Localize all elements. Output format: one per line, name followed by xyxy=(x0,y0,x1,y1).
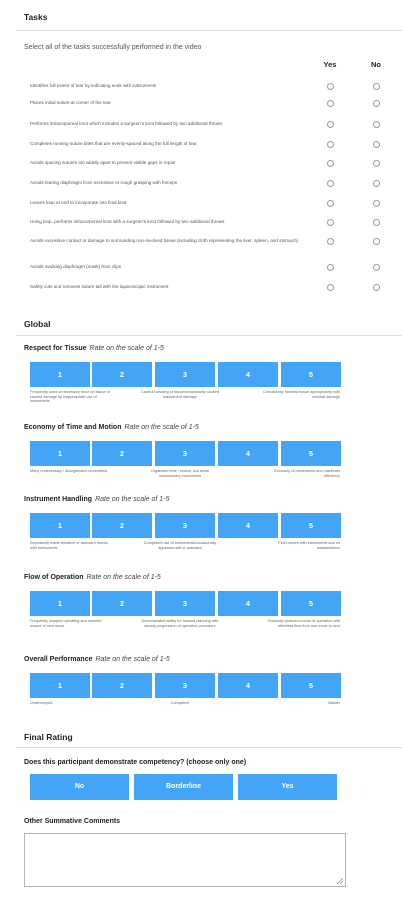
economy-of-time-and-motion-anchor-text: Economy of movements and maximum efficiency xyxy=(274,469,340,478)
respect-for-tissue-rating-5-button[interactable]: 5 xyxy=(281,362,341,387)
task-row xyxy=(0,200,402,214)
global-title: Global xyxy=(24,319,51,329)
flow-of-operation-rating-5-button[interactable]: 5 xyxy=(281,591,341,616)
respect-for-tissue-rating-4-button[interactable]: 4 xyxy=(218,362,278,387)
task-yes-radio[interactable] xyxy=(327,238,334,245)
comments-label: Other Summative Comments xyxy=(24,818,121,825)
economy-of-time-and-motion-rating-1-button[interactable]: 1 xyxy=(30,441,90,466)
task-yes-radio[interactable] xyxy=(327,83,334,90)
task-label: Avoids avulsing diaphragm (mask) from clips xyxy=(30,264,122,269)
instrument-handling-rating-3-button[interactable]: 3 xyxy=(155,513,215,538)
task-no-radio[interactable] xyxy=(373,141,380,148)
overall-performance-label: Overall Performance xyxy=(24,656,93,663)
flow-of-operation-label: Flow of Operation xyxy=(24,574,84,581)
resize-grip-icon[interactable] xyxy=(337,878,343,884)
task-row xyxy=(0,180,402,194)
task-no-radio[interactable] xyxy=(373,264,380,271)
task-no-radio[interactable] xyxy=(373,238,380,245)
scale-hint: Rate on the scale of 1-5 xyxy=(95,496,170,503)
competency-no-button[interactable]: No xyxy=(30,774,129,800)
task-label: Performs intracorporeal knot which includes a surgeon's knot followed by two additional throws xyxy=(30,121,223,126)
task-yes-radio[interactable] xyxy=(327,100,334,107)
task-row xyxy=(0,100,402,114)
task-no-radio[interactable] xyxy=(373,160,380,167)
task-row xyxy=(0,83,402,97)
economy-of-time-and-motion-title xyxy=(24,424,199,431)
task-no-radio[interactable] xyxy=(373,284,380,291)
task-no-radio[interactable] xyxy=(373,219,380,226)
task-label: Avoids tearing diaphragm from excessive or rough grasping with forceps xyxy=(30,180,177,185)
task-label: Identifies full extent of tear by indicating ends with instruments xyxy=(30,83,157,88)
overall-performance-rating-1-button[interactable]: 1 xyxy=(30,673,90,698)
economy-of-time-and-motion-label: Economy of Time and Motion xyxy=(24,424,122,431)
instrument-handling-title xyxy=(24,496,169,503)
respect-for-tissue-rating-1-button[interactable]: 1 xyxy=(30,362,90,387)
task-row xyxy=(0,141,402,155)
task-label: Leaves loop at end to incorporate into final knot xyxy=(30,200,127,205)
overall-performance-anchor-text: Master xyxy=(328,701,340,705)
task-label: Completes running suture bites that are evenly-spaced along the full length of tear. xyxy=(30,141,198,146)
task-row xyxy=(0,121,402,135)
overall-performance-anchor-text: Competent xyxy=(170,701,190,705)
task-yes-radio[interactable] xyxy=(327,200,334,207)
respect-for-tissue-anchor-text: Careful handling of tissue/occasionally caused inadvertent damage xyxy=(141,390,219,399)
yes-column-header: Yes xyxy=(323,60,337,69)
task-label: Avoids spacing sutures too widely apart to prevent visible gaps in repair xyxy=(30,160,176,165)
scale-hint: Rate on the scale of 1-5 xyxy=(86,574,161,581)
tasks-instruction: Select all of the tasks successfully performed in the video xyxy=(24,44,202,51)
overall-performance-rating-5-button[interactable]: 5 xyxy=(281,673,341,698)
task-no-radio[interactable] xyxy=(373,83,380,90)
task-yes-radio[interactable] xyxy=(327,121,334,128)
task-yes-radio[interactable] xyxy=(327,264,334,271)
competency-yes-button[interactable]: Yes xyxy=(238,774,337,800)
flow-of-operation-anchor-text: Demonstrated ability for forward planning with steady progression of operative procedure xyxy=(141,619,219,628)
instrument-handling-anchor-text: Repeatedly made tentative or awkward moves with instruments xyxy=(30,541,108,550)
scale-hint: Rate on the scale of 1-5 xyxy=(89,345,164,352)
flow-of-operation-title xyxy=(24,574,161,581)
instrument-handling-rating-4-button[interactable]: 4 xyxy=(218,513,278,538)
competency-borderline-button[interactable]: Borderline xyxy=(134,774,233,800)
comments-textarea[interactable] xyxy=(24,833,346,887)
overall-performance-rating-3-button[interactable]: 3 xyxy=(155,673,215,698)
respect-for-tissue-label: Respect for Tissue xyxy=(24,345,87,352)
overall-performance-rating-4-button[interactable]: 4 xyxy=(218,673,278,698)
task-no-radio[interactable] xyxy=(373,200,380,207)
respect-for-tissue-rating-2-button[interactable]: 2 xyxy=(92,362,152,387)
task-row xyxy=(0,160,402,174)
flow-of-operation-anchor-text: Obviously planned course of operation with effortless flow from one move to next xyxy=(267,619,340,628)
no-column-header: No xyxy=(371,60,381,69)
task-yes-radio[interactable] xyxy=(327,284,334,291)
task-yes-radio[interactable] xyxy=(327,141,334,148)
task-yes-radio[interactable] xyxy=(327,219,334,226)
flow-of-operation-rating-4-button[interactable]: 4 xyxy=(218,591,278,616)
task-label: Using loop, performs intracorporeal knot with a surgeon's knot followed by two additional throws xyxy=(30,219,225,224)
final-rating-title: Final Rating xyxy=(24,732,73,742)
task-row xyxy=(0,219,402,233)
instrument-handling-label: Instrument Handling xyxy=(24,496,93,503)
economy-of-time-and-motion-rating-4-button[interactable]: 4 xyxy=(218,441,278,466)
task-label: Places initial suture at corner of the tear xyxy=(30,100,111,105)
respect-for-tissue-anchor-text: Frequently used unnecessary force on tissue or caused damage by inappropriate use of instruments xyxy=(30,390,110,404)
task-row xyxy=(0,238,402,252)
economy-of-time-and-motion-rating-5-button[interactable]: 5 xyxy=(281,441,341,466)
flow-of-operation-rating-1-button[interactable]: 1 xyxy=(30,591,90,616)
respect-for-tissue-rating-3-button[interactable]: 3 xyxy=(155,362,215,387)
task-yes-radio[interactable] xyxy=(327,180,334,187)
task-no-radio[interactable] xyxy=(373,121,380,128)
tasks-divider xyxy=(16,30,402,31)
respect-for-tissue-anchor-text: Consistently handled tissue appropriately with minimal damage xyxy=(262,390,340,399)
respect-for-tissue-title xyxy=(24,345,164,352)
economy-of-time-and-motion-anchor-text: Many unnecessary / disorganized movements xyxy=(30,469,108,473)
scale-hint: Rate on the scale of 1-5 xyxy=(95,656,170,663)
task-yes-radio[interactable] xyxy=(327,160,334,167)
tasks-title: Tasks xyxy=(24,12,48,22)
instrument-handling-rating-5-button[interactable]: 5 xyxy=(281,513,341,538)
economy-of-time-and-motion-anchor-text: Organized time / motion, but some unnecessary movements xyxy=(150,469,210,478)
competency-question: Does this participant demonstrate competency? (choose only one) xyxy=(24,759,247,766)
flow-of-operation-anchor-text: Frequently stopped operating and seemed unsure of next move xyxy=(30,619,102,628)
economy-of-time-and-motion-rating-3-button[interactable]: 3 xyxy=(155,441,215,466)
flow-of-operation-rating-3-button[interactable]: 3 xyxy=(155,591,215,616)
task-label: Avoids excessive contact or damage to surrounding non-involved tissue (including cloth representing the liver, spleen, and stomach) xyxy=(30,238,299,243)
overall-performance-title xyxy=(24,656,170,663)
overall-performance-rating-2-button[interactable]: 2 xyxy=(92,673,152,698)
instrument-handling-rating-2-button[interactable]: 2 xyxy=(92,513,152,538)
instrument-handling-anchor-text: Fluid moves with instruments and no awkwardness xyxy=(278,541,340,550)
task-row xyxy=(0,264,402,278)
task-no-radio[interactable] xyxy=(373,180,380,187)
instrument-handling-anchor-text: Competent use of instruments/occasionally appeared stiff or awkward xyxy=(143,541,217,550)
flow-of-operation-rating-2-button[interactable]: 2 xyxy=(92,591,152,616)
task-label: Safely cuts and removes suture tail with the laparoscopic instrument xyxy=(30,284,169,289)
overall-performance-anchor-text: Undeveloped xyxy=(30,701,53,705)
global-divider xyxy=(16,335,402,336)
task-no-radio[interactable] xyxy=(373,100,380,107)
final-rating-divider xyxy=(16,747,402,748)
task-row xyxy=(0,284,402,298)
scale-hint: Rate on the scale of 1-5 xyxy=(124,424,199,431)
economy-of-time-and-motion-rating-2-button[interactable]: 2 xyxy=(92,441,152,466)
instrument-handling-rating-1-button[interactable]: 1 xyxy=(30,513,90,538)
